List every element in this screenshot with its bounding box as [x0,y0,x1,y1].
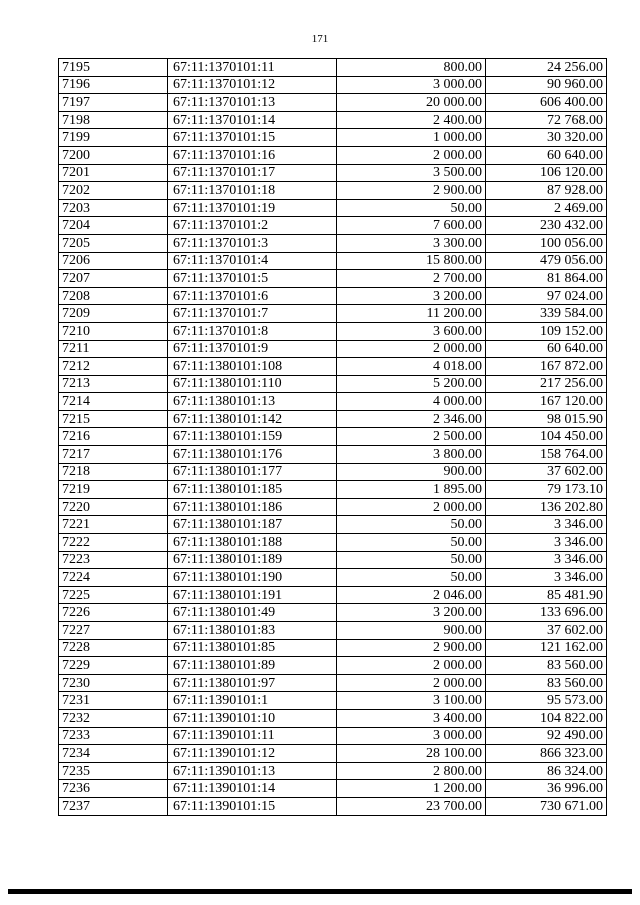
row-number-cell: 7199 [59,129,168,147]
cadastral-value-cell: 87 928.00 [486,182,607,200]
table-body [59,59,607,816]
cadastral-number-cell: 67:11:1380101:186 [168,498,337,516]
table-row [59,604,607,622]
cadastral-value-cell: 104 822.00 [486,709,607,727]
table-row [59,674,607,692]
row-number-cell: 7197 [59,94,168,112]
cadastral-number-cell: 67:11:1380101:108 [168,358,337,376]
cadastral-number-cell: 67:11:1380101:176 [168,446,337,464]
row-number-cell: 7231 [59,692,168,710]
cadastral-number-cell: 67:11:1380101:49 [168,604,337,622]
cadastral-number-cell: 67:11:1380101:191 [168,586,337,604]
row-number-cell: 7228 [59,639,168,657]
row-number-cell: 7207 [59,270,168,288]
cadastral-value-cell: 479 056.00 [486,252,607,270]
cadastral-number-cell: 67:11:1390101:11 [168,727,337,745]
cadastral-value-cell: 167 872.00 [486,358,607,376]
area-cell: 2 046.00 [337,586,486,604]
row-number-cell: 7235 [59,762,168,780]
cadastral-number-cell: 67:11:1380101:177 [168,463,337,481]
table-row [59,534,607,552]
row-number-cell: 7226 [59,604,168,622]
row-number-cell: 7217 [59,446,168,464]
area-cell: 23 700.00 [337,797,486,815]
cadastral-value-table [58,58,607,816]
row-number-cell: 7223 [59,551,168,569]
row-number-cell: 7224 [59,569,168,587]
cadastral-value-cell: 3 346.00 [486,534,607,552]
cadastral-value-cell: 606 400.00 [486,94,607,112]
cadastral-number-cell: 67:11:1370101:6 [168,287,337,305]
cadastral-number-cell: 67:11:1370101:4 [168,252,337,270]
cadastral-value-cell: 92 490.00 [486,727,607,745]
area-cell: 2 000.00 [337,146,486,164]
row-number-cell: 7237 [59,797,168,815]
cadastral-value-cell: 730 671.00 [486,797,607,815]
cadastral-number-cell: 67:11:1390101:14 [168,780,337,798]
area-cell: 3 300.00 [337,234,486,252]
table-row [59,270,607,288]
row-number-cell: 7222 [59,534,168,552]
row-number-cell: 7213 [59,375,168,393]
cadastral-number-cell: 67:11:1390101:12 [168,745,337,763]
table-row [59,428,607,446]
row-number-cell: 7211 [59,340,168,358]
cadastral-value-cell: 339 584.00 [486,305,607,323]
area-cell: 3 200.00 [337,287,486,305]
area-cell: 3 600.00 [337,322,486,340]
cadastral-number-cell: 67:11:1370101:5 [168,270,337,288]
table-row [59,305,607,323]
row-number-cell: 7218 [59,463,168,481]
table-row [59,639,607,657]
cadastral-value-cell: 866 323.00 [486,745,607,763]
area-cell: 1 895.00 [337,481,486,499]
table-row [59,76,607,94]
row-number-cell: 7232 [59,709,168,727]
row-number-cell: 7204 [59,217,168,235]
area-cell: 15 800.00 [337,252,486,270]
cadastral-value-cell: 3 346.00 [486,551,607,569]
row-number-cell: 7201 [59,164,168,182]
cadastral-number-cell: 67:11:1370101:18 [168,182,337,200]
cadastral-number-cell: 67:11:1380101:189 [168,551,337,569]
cadastral-value-cell: 106 120.00 [486,164,607,182]
cadastral-value-cell: 83 560.00 [486,674,607,692]
cadastral-value-cell: 3 346.00 [486,516,607,534]
row-number-cell: 7236 [59,780,168,798]
area-cell: 50.00 [337,199,486,217]
cadastral-number-cell: 67:11:1370101:12 [168,76,337,94]
cadastral-value-cell: 104 450.00 [486,428,607,446]
cadastral-value-cell: 121 162.00 [486,639,607,657]
cadastral-value-cell: 133 696.00 [486,604,607,622]
cadastral-value-cell: 167 120.00 [486,393,607,411]
area-cell: 4 018.00 [337,358,486,376]
row-number-cell: 7220 [59,498,168,516]
cadastral-number-cell: 67:11:1380101:83 [168,622,337,640]
cadastral-value-cell: 3 346.00 [486,569,607,587]
cadastral-value-cell: 37 602.00 [486,463,607,481]
cadastral-number-cell: 67:11:1370101:9 [168,340,337,358]
table-row [59,375,607,393]
table-row [59,94,607,112]
row-number-cell: 7219 [59,481,168,499]
table-row [59,551,607,569]
cadastral-value-cell: 36 996.00 [486,780,607,798]
area-cell: 900.00 [337,622,486,640]
table-row [59,745,607,763]
area-cell: 2 346.00 [337,410,486,428]
cadastral-value-cell: 136 202.80 [486,498,607,516]
area-cell: 2 900.00 [337,182,486,200]
table-row [59,657,607,675]
cadastral-number-cell: 67:11:1370101:19 [168,199,337,217]
cadastral-number-cell: 67:11:1380101:187 [168,516,337,534]
area-cell: 2 700.00 [337,270,486,288]
cadastral-value-cell: 97 024.00 [486,287,607,305]
area-cell: 50.00 [337,569,486,587]
page-number: 171 [311,33,329,45]
area-cell: 5 200.00 [337,375,486,393]
cadastral-number-cell: 67:11:1370101:3 [168,234,337,252]
cadastral-value-cell: 60 640.00 [486,146,607,164]
cadastral-number-cell: 67:11:1370101:15 [168,129,337,147]
area-cell: 4 000.00 [337,393,486,411]
cadastral-number-cell: 67:11:1390101:13 [168,762,337,780]
cadastral-value-cell: 95 573.00 [486,692,607,710]
cadastral-number-cell: 67:11:1380101:89 [168,657,337,675]
table-row [59,129,607,147]
cadastral-number-cell: 67:11:1370101:8 [168,322,337,340]
row-number-cell: 7198 [59,111,168,129]
table-row [59,569,607,587]
table-row [59,59,607,77]
table-row [59,182,607,200]
row-number-cell: 7196 [59,76,168,94]
cadastral-value-cell: 98 015.90 [486,410,607,428]
area-cell: 7 600.00 [337,217,486,235]
table-row [59,322,607,340]
cadastral-number-cell: 67:11:1380101:185 [168,481,337,499]
area-cell: 20 000.00 [337,94,486,112]
row-number-cell: 7208 [59,287,168,305]
area-cell: 900.00 [337,463,486,481]
cadastral-value-cell: 37 602.00 [486,622,607,640]
cadastral-number-cell: 67:11:1370101:7 [168,305,337,323]
row-number-cell: 7195 [59,59,168,77]
area-cell: 2 500.00 [337,428,486,446]
area-cell: 2 900.00 [337,639,486,657]
cadastral-value-cell: 230 432.00 [486,217,607,235]
row-number-cell: 7203 [59,199,168,217]
area-cell: 3 400.00 [337,709,486,727]
area-cell: 2 000.00 [337,674,486,692]
cadastral-number-cell: 67:11:1380101:97 [168,674,337,692]
cadastral-number-cell: 67:11:1380101:13 [168,393,337,411]
table-row [59,164,607,182]
row-number-cell: 7229 [59,657,168,675]
area-cell: 2 800.00 [337,762,486,780]
cadastral-value-cell: 81 864.00 [486,270,607,288]
cadastral-value-cell: 158 764.00 [486,446,607,464]
table-row [59,780,607,798]
cadastral-number-cell: 67:11:1380101:188 [168,534,337,552]
row-number-cell: 7209 [59,305,168,323]
table-row [59,762,607,780]
table-row [59,252,607,270]
area-cell: 50.00 [337,516,486,534]
cadastral-number-cell: 67:11:1370101:13 [168,94,337,112]
table-row [59,481,607,499]
cadastral-value-cell: 2 469.00 [486,199,607,217]
row-number-cell: 7215 [59,410,168,428]
row-number-cell: 7225 [59,586,168,604]
area-cell: 2 000.00 [337,498,486,516]
area-cell: 3 500.00 [337,164,486,182]
cadastral-value-cell: 72 768.00 [486,111,607,129]
table-row [59,217,607,235]
cadastral-value-cell: 60 640.00 [486,340,607,358]
table-row [59,234,607,252]
area-cell: 2 400.00 [337,111,486,129]
area-cell: 1 200.00 [337,780,486,798]
cadastral-value-cell: 100 056.00 [486,234,607,252]
row-number-cell: 7234 [59,745,168,763]
cadastral-value-cell: 85 481.90 [486,586,607,604]
table-row [59,797,607,815]
area-cell: 11 200.00 [337,305,486,323]
cadastral-value-cell: 109 152.00 [486,322,607,340]
table-row [59,622,607,640]
table-row [59,410,607,428]
row-number-cell: 7230 [59,674,168,692]
cadastral-number-cell: 67:11:1370101:11 [168,59,337,77]
area-cell: 2 000.00 [337,657,486,675]
cadastral-value-cell: 83 560.00 [486,657,607,675]
row-number-cell: 7221 [59,516,168,534]
table-row [59,586,607,604]
cadastral-value-cell: 79 173.10 [486,481,607,499]
table-row [59,199,607,217]
cadastral-number-cell: 67:11:1370101:14 [168,111,337,129]
table-row [59,463,607,481]
table-row [59,516,607,534]
table-row [59,340,607,358]
area-cell: 1 000.00 [337,129,486,147]
area-cell: 3 200.00 [337,604,486,622]
row-number-cell: 7233 [59,727,168,745]
row-number-cell: 7200 [59,146,168,164]
cadastral-number-cell: 67:11:1380101:159 [168,428,337,446]
area-cell: 3 100.00 [337,692,486,710]
cadastral-value-cell: 24 256.00 [486,59,607,77]
row-number-cell: 7202 [59,182,168,200]
cadastral-number-cell: 67:11:1380101:85 [168,639,337,657]
row-number-cell: 7210 [59,322,168,340]
area-cell: 50.00 [337,551,486,569]
table-row [59,146,607,164]
cadastral-number-cell: 67:11:1370101:16 [168,146,337,164]
row-number-cell: 7212 [59,358,168,376]
area-cell: 800.00 [337,59,486,77]
area-cell: 3 000.00 [337,727,486,745]
cadastral-number-cell: 67:11:1390101:1 [168,692,337,710]
table-row [59,692,607,710]
cadastral-value-cell: 90 960.00 [486,76,607,94]
area-cell: 28 100.00 [337,745,486,763]
cadastral-number-cell: 67:11:1390101:10 [168,709,337,727]
row-number-cell: 7214 [59,393,168,411]
row-number-cell: 7206 [59,252,168,270]
area-cell: 2 000.00 [337,340,486,358]
cadastral-value-cell: 30 320.00 [486,129,607,147]
row-number-cell: 7205 [59,234,168,252]
cadastral-number-cell: 67:11:1370101:2 [168,217,337,235]
cadastral-value-cell: 86 324.00 [486,762,607,780]
table-row [59,287,607,305]
row-number-cell: 7216 [59,428,168,446]
table-row [59,446,607,464]
table-row [59,727,607,745]
row-number-cell: 7227 [59,622,168,640]
bottom-rule [8,889,632,894]
table-row [59,709,607,727]
area-cell: 50.00 [337,534,486,552]
area-cell: 3 000.00 [337,76,486,94]
table-row [59,498,607,516]
cadastral-number-cell: 67:11:1380101:110 [168,375,337,393]
cadastral-value-cell: 217 256.00 [486,375,607,393]
cadastral-number-cell: 67:11:1380101:190 [168,569,337,587]
cadastral-number-cell: 67:11:1380101:142 [168,410,337,428]
cadastral-number-cell: 67:11:1370101:17 [168,164,337,182]
table-row [59,111,607,129]
table-row [59,393,607,411]
cadastral-number-cell: 67:11:1390101:15 [168,797,337,815]
area-cell: 3 800.00 [337,446,486,464]
table-row [59,358,607,376]
